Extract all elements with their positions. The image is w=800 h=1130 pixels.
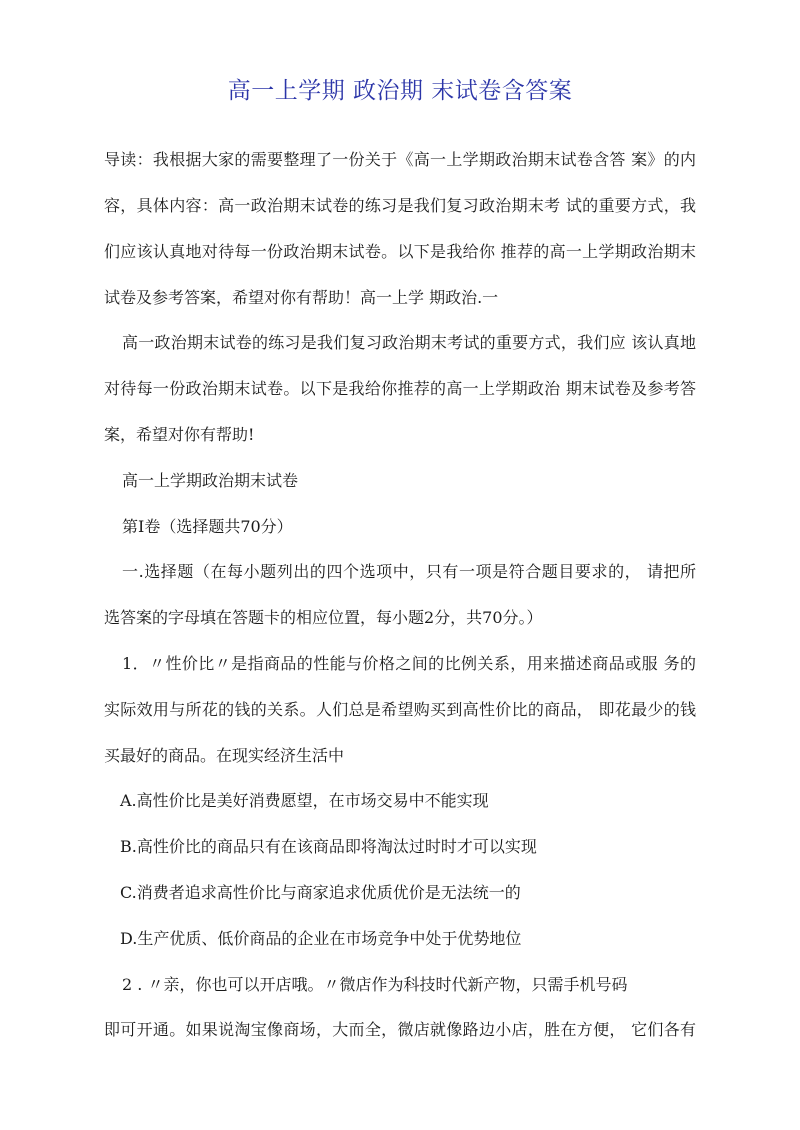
exam-title: 高一上学期政治期末试卷 — [122, 471, 299, 490]
q1-option-d: D.生产优质、低价商品的企业在市场竞争中处于优势地位 — [120, 929, 522, 948]
section-line-1: 一.选择题（在每小题列出的四个选项中，只有一项是符合题目要求的， 请把所 — [122, 562, 696, 581]
q1-option-b: B.高性价比的商品只有在该商品即将淘汰过时时才可以实现 — [120, 837, 537, 856]
q1-line-2: 实际效用与所花的钱的关系。人们总是希望购买到高性价比的商品， 即花最少的钱 — [104, 700, 696, 719]
intro-line-3: 们应该认真地对待每一份政治期末试卷。以下是我给你 推荐的高一上学期政治期末 — [104, 242, 696, 261]
q2-line-1: 2 . 〃亲，你也可以开店哦。〃微店作为科技时代新产物，只需手机号码 — [122, 975, 628, 994]
repeat-line-2: 对待每一份政治期末试卷。以下是我给你推荐的高一上学期政治 期末试卷及参考答 — [104, 379, 696, 398]
section-line-2: 选答案的字母填在答题卡的相应位置，每小题2分，共70分。） — [104, 608, 543, 627]
intro-line-2: 容，具体内容：高一政治期末试卷的练习是我们复习政治期末考 试的重要方式，我 — [104, 196, 696, 215]
q1-option-c: C.消费者追求高性价比与商家追求优质优价是无法统一的 — [120, 883, 521, 902]
intro-line-1: 导读：我根据大家的需要整理了一份关于《高一上学期政治期末试卷含答 案》的内 — [104, 150, 696, 169]
q1-line-1: 1．〃性价比〃是指商品的性能与价格之间的比例关系，用来描述商品或服 务的 — [122, 654, 696, 673]
part-title: 第Ⅰ卷（选择题共70分） — [122, 517, 293, 536]
repeat-line-3: 案，希望对你有帮助! — [104, 425, 255, 444]
document-title: 高一上学期 政治期 末试卷含答案 — [227, 78, 573, 104]
q1-option-a: A.高性价比是美好消费愿望，在市场交易中不能实现 — [120, 791, 489, 810]
q2-line-2: 即可开通。如果说淘宝像商场，大而全，微店就像路边小店，胜在方便， 它们各有 — [104, 1020, 696, 1039]
q1-line-3: 买最好的商品。在现实经济生活中 — [104, 746, 345, 765]
repeat-line-1: 高一政治期末试卷的练习是我们复习政治期末考试的重要方式，我们应 该认真地 — [122, 333, 696, 352]
intro-line-4: 试卷及参考答案，希望对你有帮助！高一上学 期政治.一 — [104, 288, 499, 307]
